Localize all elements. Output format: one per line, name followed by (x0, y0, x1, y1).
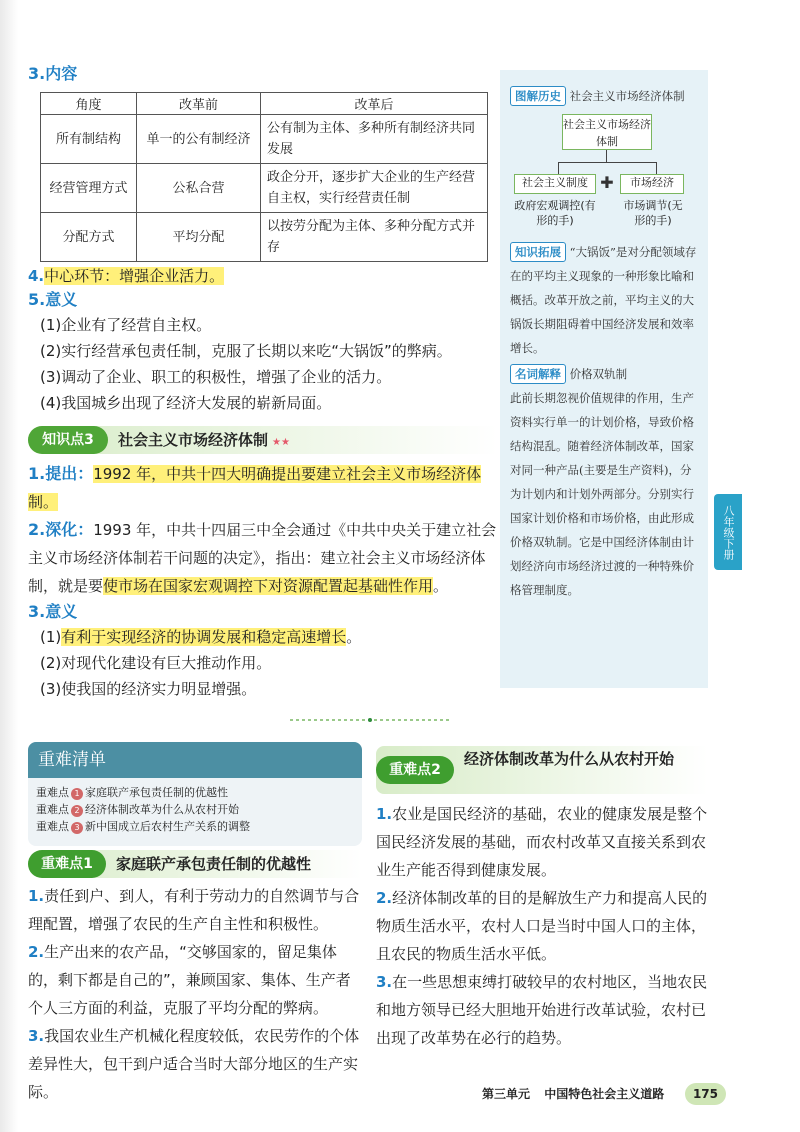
knowledge-point-title (118, 426, 290, 457)
list-item (376, 884, 708, 968)
difficulty-point-2-content (376, 800, 708, 1052)
expand-note (510, 240, 698, 360)
main-column (28, 62, 498, 702)
table-header-row (41, 93, 488, 115)
table-cell: 平均分配 (137, 213, 261, 262)
term-text: 此前长期忽视价值规律的作用，生产资料实行单一的计划价格，导致价格结构混乱。随着经济体制改革，国家对同一种产品(主要是生产资料)，分为计划内和计划外两部分。分别实行国家计划价格和市场价格，由此形成价格双轨制。它是中国经济体制由计划经济向市场经济过渡的一种特殊价格管理制度。 (510, 391, 694, 597)
list-item (28, 882, 362, 938)
item-number: 1. (28, 887, 45, 905)
item-text: 农业是国民经济的基础，农业的健康发展是整个国民经济发展的基础，而农村改革又直接关系到农业生产能否得到健康发展。 (376, 805, 708, 879)
expand-text: “大锅饭”是对分配领域存在的平均主义现象的一种形象比喻和概括。改革开放之前，平均主义的大锅饭长期阻碍着中国经济发展和效率增长。 (510, 245, 697, 355)
deepening-num: 2.深化： (28, 520, 94, 539)
difficulty-label: 重难点 (36, 803, 69, 816)
list-item: (2)实行经营承包责任制，克服了长期以来吃“大锅饭”的弊病。 (40, 342, 452, 360)
table-cell: 经营管理方式 (41, 164, 137, 213)
central-link-line (28, 264, 498, 288)
number-badge: 3 (71, 822, 83, 834)
list-item-highlight: 有利于实现经济的协调发展和稳定高速增长 (61, 628, 347, 646)
plus-icon: ✚ (600, 173, 614, 192)
difficulty-point-title: 家庭联产承包责任制的优越性 (116, 855, 312, 873)
term-note (510, 362, 698, 602)
difficulty-point-1-content (28, 882, 362, 1106)
list-item: (2)对现代化建设有巨大推动作用。 (40, 654, 272, 672)
difficulty-list-items (28, 778, 362, 835)
list-item (28, 801, 362, 818)
section-heading-significance2: 3.意义 (28, 602, 78, 621)
list-item: (1)企业有了经营自主权。 (40, 316, 212, 334)
section-heading-significance: 5.意义 (28, 290, 78, 309)
page-number: 175 (685, 1083, 726, 1105)
item-text: 生产出来的农产品，“交够国家的，留足集体的，剩下都是自己的”，兼顾国家、集体、生产者个人三方面的利益，克服了平均分配的弊病。 (28, 943, 351, 1017)
list-item (28, 818, 362, 835)
list-item: (3)调动了企业、职工的积极性，增强了企业的活力。 (40, 368, 392, 386)
page-gutter-shadow (0, 0, 18, 1132)
table-header-cell: 改革后 (261, 93, 488, 115)
diagram-left-box: 社会主义制度 (514, 174, 596, 194)
footer-title: 中国特色社会主义道路 (544, 1087, 665, 1101)
table-cell: 所有制结构 (41, 115, 137, 164)
difficulty-point-label: 重难点2 (376, 756, 454, 784)
difficulty-text: 新中国成立后农村生产关系的调整 (85, 820, 250, 833)
diagram-tag: 图解历史 (510, 86, 566, 106)
list-item (28, 1022, 362, 1106)
diagram-right-box: 市场经济 (620, 174, 684, 194)
proposal-num: 1.提出： (28, 464, 94, 483)
list-item (376, 968, 708, 1052)
number-badge: 2 (71, 805, 83, 817)
proposal-text: 1992 年，中共十四大明确提出要建立社会主义市场经济体制。 (28, 465, 482, 511)
term-title: 价格双轨制 (569, 367, 628, 381)
table-cell: 以按劳分配为主体、多种分配方式并存 (261, 213, 488, 262)
table-header-cell: 改革前 (137, 93, 261, 115)
reform-comparison-table (40, 92, 488, 262)
sidebar-notes (500, 70, 708, 688)
deepening-highlight: 使市场在国家宏观调控下对资源配置起基础性作用 (103, 577, 434, 595)
item-number: 2. (376, 889, 393, 907)
number-badge: 1 (71, 788, 83, 800)
item-number: 3. (28, 1027, 45, 1045)
difficulty-text: 家庭联产承包责任制的优越性 (85, 786, 228, 799)
diagram-left-caption: 政府宏观调控(有形的手) (514, 199, 596, 227)
deepening-text: 1993 年，中共十四届三中全会通过《中共中央关于建立社会主义市场经济体制若干问题的决定》，指出：建立社会主义市场经济体制，就是要 (28, 521, 497, 595)
table-header-cell: 角度 (41, 93, 137, 115)
difficulty-label: 重难点 (36, 820, 69, 833)
table-cell: 公有制为主体、多种所有制经济共同发展 (261, 115, 488, 164)
item-number: 2. (28, 943, 45, 961)
list-item: (3)使我国的经济实力明显增强。 (40, 680, 257, 698)
expand-tag: 知识拓展 (510, 242, 566, 262)
difficulty-point-bar (376, 746, 708, 794)
item-number: 1. (376, 805, 393, 823)
diagram-caption: 社会主义市场经济体制 (569, 89, 685, 103)
difficulty-point-label: 重难点1 (28, 850, 106, 878)
list-item (28, 624, 498, 650)
list-item-prefix: (1) (40, 628, 62, 646)
knowledge-point-title-text: 社会主义市场经济体制 (118, 431, 269, 449)
market-economy-diagram (510, 112, 698, 246)
table-row (41, 115, 488, 164)
difficulty-list-box (28, 742, 362, 846)
difficulty-text: 经济体制改革为什么从农村开始 (85, 803, 239, 816)
item-number: 3. (376, 973, 393, 991)
deepening-paragraph (28, 516, 498, 600)
deepening-end: 。 (433, 577, 449, 595)
section-heading-content: 3.内容 (28, 64, 78, 83)
knowledge-point-label: 知识点3 (28, 426, 108, 454)
item-text: 经济体制改革的目的是解放生产力和提高人民的物质生活水平，农村人口是当时中国人口的主体，且农民的物质生活水平低。 (376, 889, 708, 963)
term-tag: 名词解释 (510, 364, 566, 384)
footer-unit: 第三单元 (482, 1087, 531, 1101)
proposal-paragraph (28, 460, 498, 516)
item-text: 责任到户、到人，有利于劳动力的自然调节与合理配置，增强了农民的生产自主性和积极性。 (28, 887, 360, 933)
table-cell: 政企分开，逐步扩大企业的生产经营自主权，实行经营责任制 (261, 164, 488, 213)
diagram-top-box: 社会主义市场经济体制 (562, 114, 652, 150)
diagram-intro (510, 84, 698, 108)
table-cell: 公私合营 (137, 164, 261, 213)
difficulty-list-title: 重难清单 (28, 742, 362, 778)
list-item-end: 。 (346, 628, 362, 646)
table-cell: 分配方式 (41, 213, 137, 262)
diagram-connector (656, 162, 657, 174)
difficulty-point-bar (28, 850, 362, 878)
table-row (41, 164, 488, 213)
item-text: 我国农业生产机械化程度较低，农民劳作的个体差异性大，包干到户适合当时大部分地区的生产实际。 (28, 1027, 360, 1101)
dotted-divider (290, 718, 450, 722)
difficulty-label: 重难点 (36, 786, 69, 799)
difficulty-point-title: 经济体制改革为什么从农村开始 (464, 750, 675, 768)
table-cell: 单一的公有制经济 (137, 115, 261, 164)
star-rating-icon: ★★ (272, 437, 290, 448)
diagram-connector (558, 162, 559, 174)
list-item (28, 938, 362, 1022)
item-text: 在一些思想束缚打破较早的农村地区，当地农民和地方领导已经大胆地开始进行改革试验，农村已出现了改革势在必行的趋势。 (376, 973, 708, 1047)
page-footer (482, 1083, 726, 1105)
central-link-num: 4. (28, 267, 45, 285)
knowledge-point-bar (28, 426, 498, 454)
list-item (376, 800, 708, 884)
diagram-right-caption: 市场调节(无形的手) (623, 199, 683, 227)
grade-tab[interactable]: 八年级下册 (714, 494, 742, 570)
list-item: (4)我国城乡出现了经济大发展的崭新局面。 (40, 394, 332, 412)
list-item (28, 784, 362, 801)
table-row (41, 213, 488, 262)
central-link-text: 中心环节：增强企业活力。 (44, 267, 225, 285)
diagram-connector (606, 150, 607, 162)
diagram-connector (558, 162, 656, 163)
